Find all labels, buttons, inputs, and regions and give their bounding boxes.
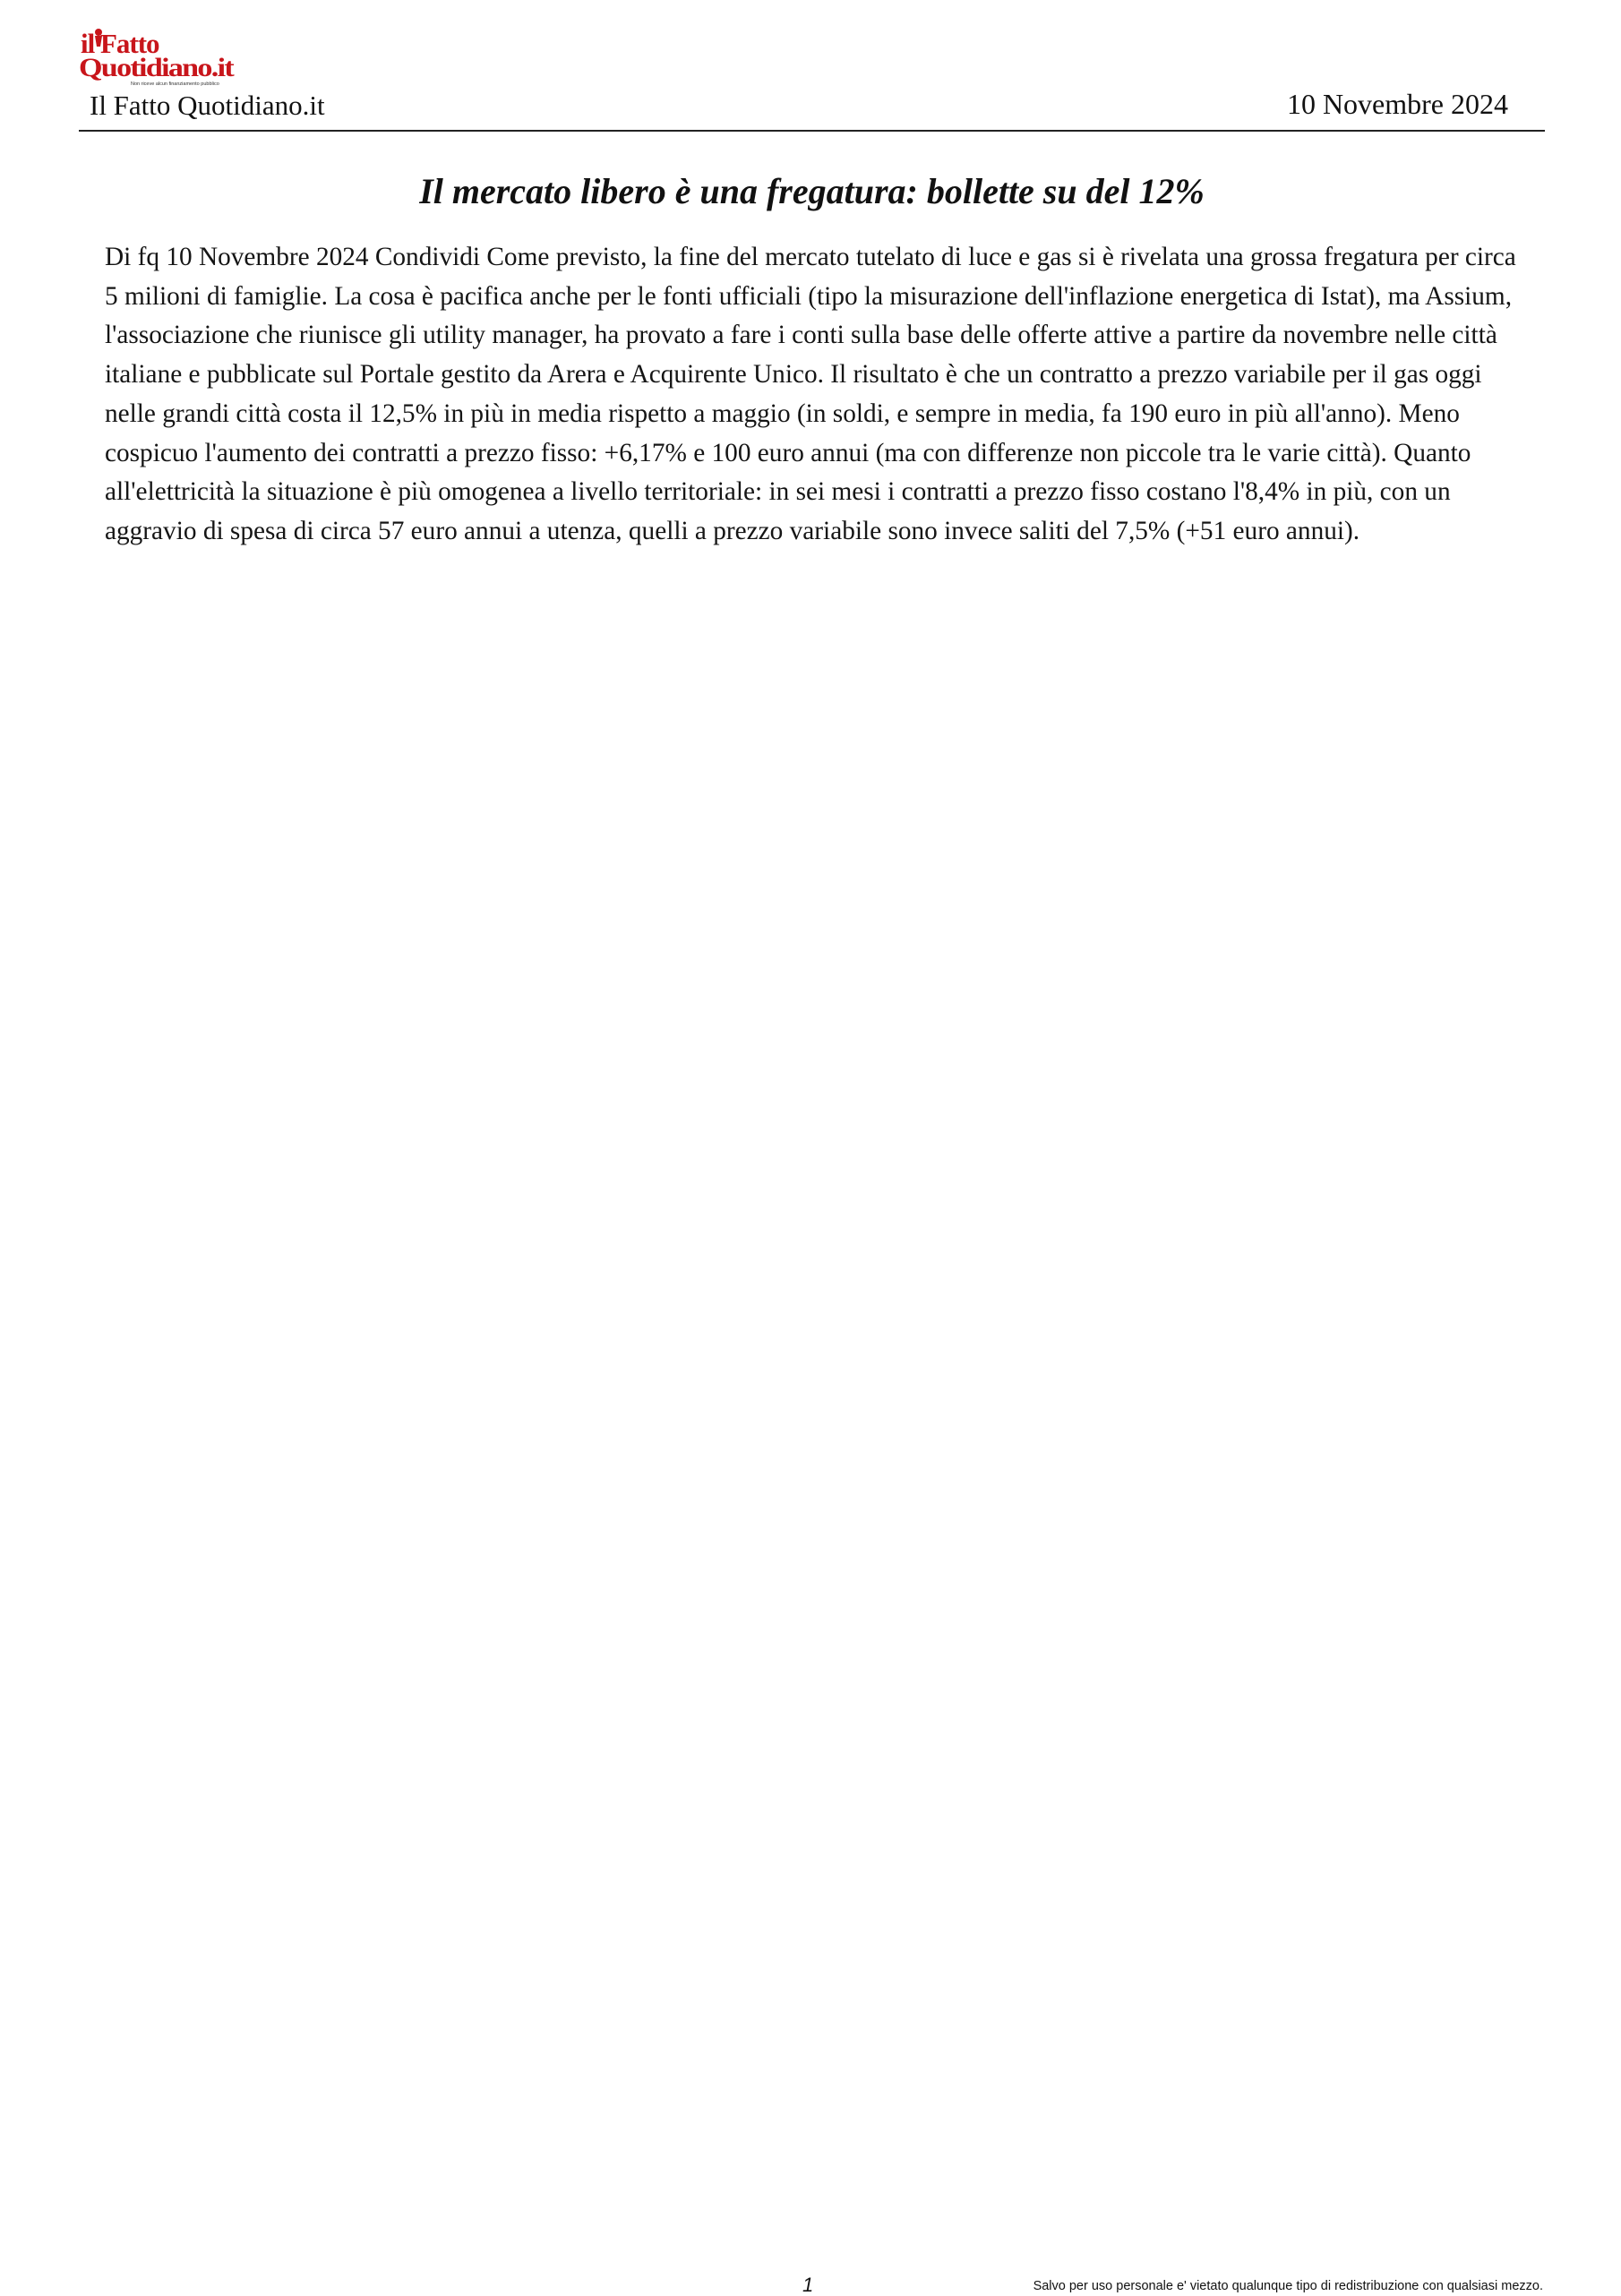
logo-line1: il Fatto: [81, 28, 159, 59]
header-source: Il Fatto Quotidiano.it: [90, 90, 325, 121]
page-number: 1: [802, 2274, 814, 2296]
header-date: 10 Novembre 2024: [1286, 88, 1508, 120]
article-title: Il mercato libero è una fregatura: bollette su del 12%: [419, 171, 1205, 211]
footer-copyright-note: Salvo per uso personale e' vietato qualunque tipo di redistribuzione con qualsiasi mezzo.: [1033, 2279, 1543, 2293]
publication-logo: [79, 27, 249, 88]
logo-tagline: Non riceve alcun finanziamento pubblico: [131, 81, 219, 87]
article-body: Di fq 10 Novembre 2024 Condividi Come previsto, la fine del mercato tutelato di luce e gas si è rivelata una grossa fregatura per circa 5 milioni di famiglie. La cosa è pacifica anche per le fonti ufficiali (tipo la misurazione dell'inflazione energetica di Istat), ma Assium, l'associazione che riunisce gli utility manager, ha provato a fare i conti sulla base delle offerte attive a partire da novembre nelle città italiane e pubblicate sul Portale gestito da Arera e Acquirente Unico. Il risultato è che un contratto a prezzo variabile per il gas oggi nelle grandi città costa il 12,5% in più in media rispetto a maggio (in soldi, e sempre in media, fa 190 euro in più all'anno). Meno cospicuo l'aumento dei contratti a prezzo fisso: +6,17% e 100 euro annui (ma con differenze non piccole tra le varie città). Quanto all'elettricità la situazione è più omogenea a livello territoriale: in sei mesi i contratti a prezzo fisso costano l'8,4% in più, con un aggravio di spesa di circa 57 euro annui a utenza, quelli a prezzo variabile sono invece saliti del 7,5% (+51 euro annui).: [105, 243, 1516, 545]
header-divider: [79, 130, 1545, 132]
logo-line2: Quotidiano.it: [79, 53, 235, 82]
